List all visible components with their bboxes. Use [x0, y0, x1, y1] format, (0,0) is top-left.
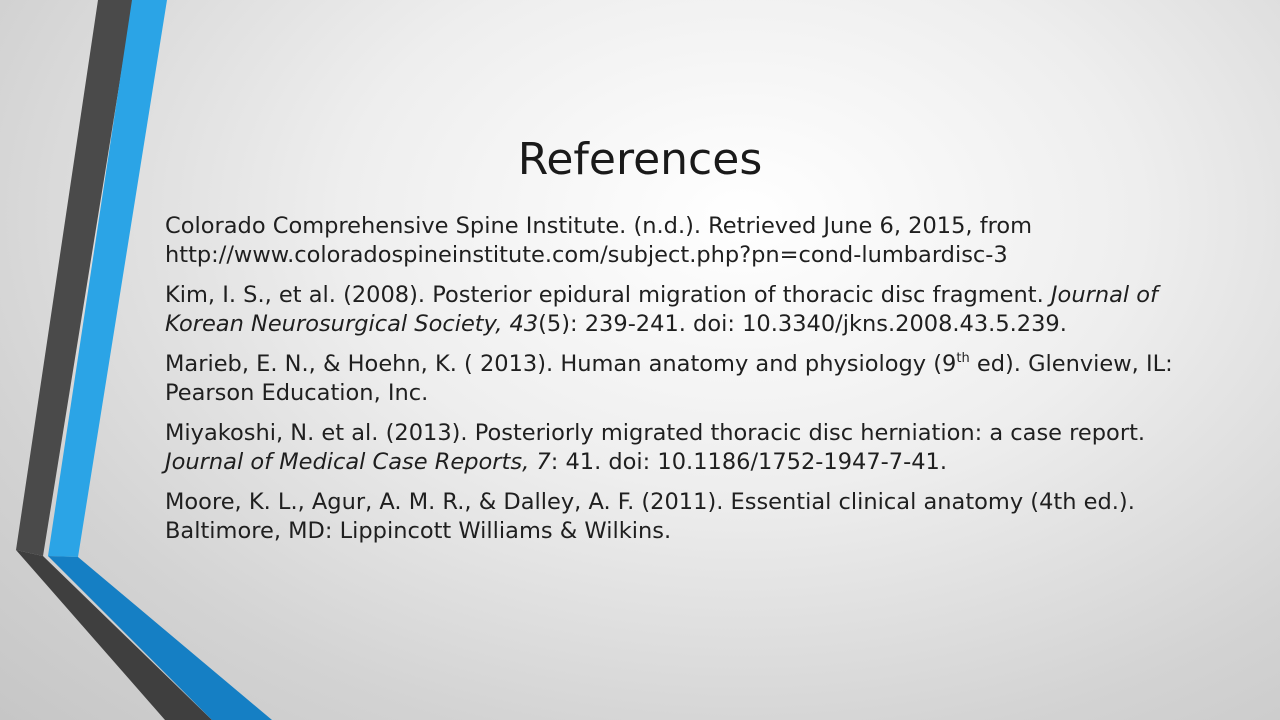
reference-item — [165, 488, 1215, 546]
reference-text: Colorado Comprehensive Spine Institute. (n.d.). Retrieved June 6, 2015, from http://www.coloradospineinstitute.com/subject.php?pn=cond-lumbardisc-3 — [165, 213, 1033, 268]
reference-text: : 41. doi: 10.1186/1752-1947-7-41. — [550, 449, 948, 475]
reference-superscript: th — [956, 351, 970, 366]
slide-title: References — [517, 134, 763, 185]
reference-item — [165, 350, 1215, 408]
reference-journal: Journal of Medical Case Reports, 7 — [165, 449, 551, 475]
reference-text: (5): 239-241. doi: 10.3340/jkns.2008.43.5.239. — [538, 311, 1067, 337]
reference-list — [165, 212, 1215, 557]
reference-journal: Journal of Korean Neurosurgical Society, 43 — [165, 282, 1158, 337]
reference-text: ed). Glenview, IL: Pearson Education, Inc. — [165, 351, 1173, 406]
reference-text: Marieb, E. N., & Hoehn, K. ( 2013). Human anatomy and physiology (9 — [165, 351, 957, 377]
reference-text: Moore, K. L., Agur, A. M. R., & Dalley, A. F. (2011). Essential clinical anatomy (4th ed.). Baltimore, MD: Lippincott Williams & Wilkins. — [165, 489, 1135, 544]
reference-text: Kim, I. S., et al. (2008). Posterior epidural migration of thoracic disc fragment. — [165, 282, 1051, 308]
reference-item — [165, 212, 1215, 270]
stripe-dark-lower — [16, 550, 212, 720]
reference-text: Miyakoshi, N. et al. (2013). Posteriorly migrated thoracic disc herniation: a case report. — [165, 420, 1146, 446]
reference-item — [165, 281, 1215, 339]
reference-item — [165, 419, 1215, 477]
